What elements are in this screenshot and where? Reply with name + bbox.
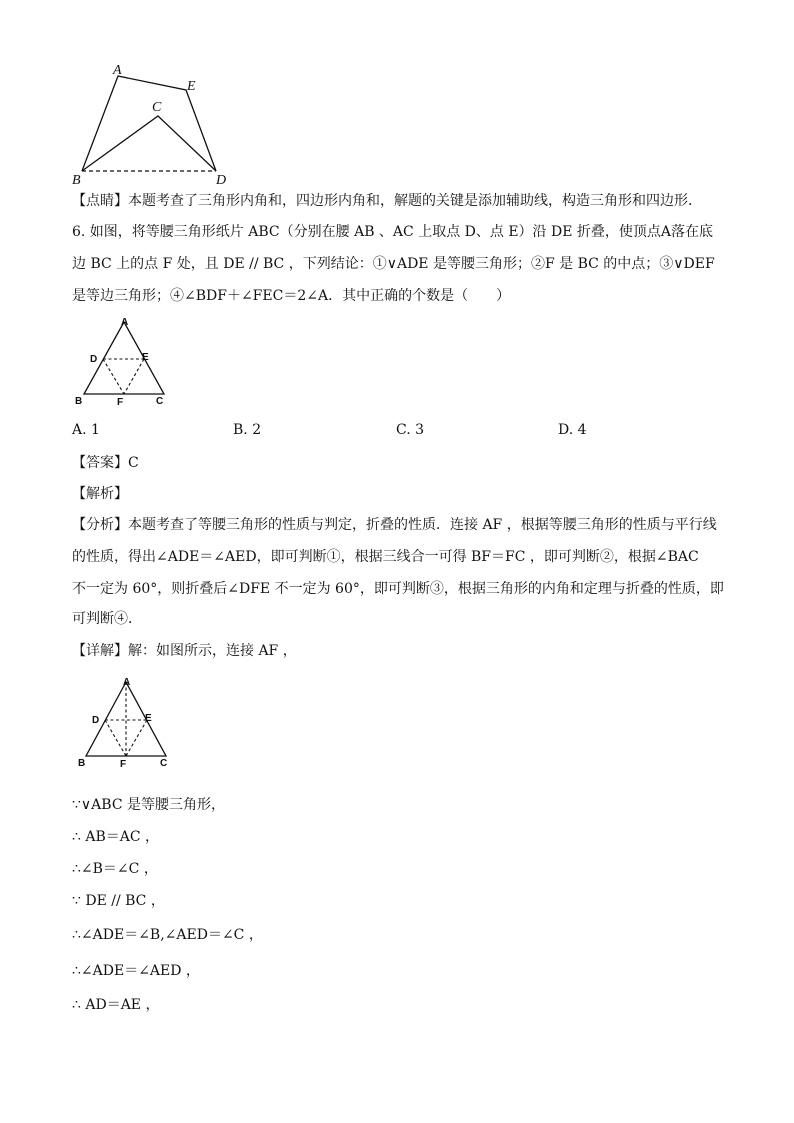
fenxi-line-4: 可判断④． (72, 611, 142, 627)
proof-line-1: ∵∨ABC 是等腰三角形， (72, 797, 225, 813)
proof-line-3: ∴∠B＝∠C ， (72, 861, 158, 877)
figure2-label-a: A (121, 317, 129, 328)
answer-line (72, 453, 139, 473)
figure2-label-e: E (142, 352, 149, 363)
figure2-label-f: F (117, 397, 124, 408)
question-line-3: 是等边三角形；④∠BDF＋∠FEC＝2∠A．其中正确的个数是（ ） (72, 288, 511, 304)
figure2-dashed-ef (124, 359, 144, 394)
answer-tag: 【答案】 (72, 455, 128, 471)
detail-tag: 【详解】 (72, 643, 128, 659)
figure3-label-b: B (78, 758, 86, 769)
figure1-inner (82, 116, 216, 171)
fenxi-line-3: 不一定为 60°，则折叠后∠DFE 不一定为 60°，即可判断③，根据三角形的内角和定理与折叠的性质，即 (72, 581, 724, 597)
fenxi-line-1 (72, 515, 717, 535)
question-line-2: 边 BC 上的点 F 处，且 DE // BC ，下列结论：①∨ADE 是等腰三角形；②F 是 BC 的中点；③∨DEF (72, 256, 715, 272)
figure1-label-e: E (187, 79, 196, 94)
option-b[interactable]: B. 2 (233, 422, 262, 438)
figure3-dashed-df (105, 720, 126, 756)
figure3-label-f: F (120, 759, 127, 770)
fenxi-line-2: 的性质，得出∠ADE＝∠AED，即可判断①，根据三线合一可得 BF＝FC ，即可判断②，根据∠BAC (72, 549, 699, 565)
answer-value: C (128, 455, 139, 471)
comment-paragraph (72, 191, 702, 211)
fenxi-text-1: 本题考查了等腰三角形的性质与判定，折叠的性质．连接 AF ，根据等腰三角形的性质与平行线 (128, 517, 717, 533)
proof-line-5: ∴∠ADE＝∠B,∠AED＝∠C ， (72, 927, 263, 943)
figure-fold-triangle (72, 314, 172, 410)
comment-text: 本题考查了三角形内角和，四边形内角和，解题的关键是添加辅助线，构造三角形和四边形． (128, 193, 702, 209)
figure2-dashed-df (103, 359, 124, 394)
figure1-label-d: D (216, 173, 227, 188)
proof-line-2: ∴ AB＝AC ， (72, 829, 160, 845)
proof-line-6: ∴∠ADE＝∠AED ， (72, 963, 200, 979)
detail-line (72, 641, 297, 661)
figure1-label-c: C (152, 100, 162, 115)
proof-line-4: ∵ DE // BC ， (72, 893, 165, 909)
figure1-label-b: B (72, 173, 81, 188)
figure3-dashed-ef (126, 720, 147, 756)
option-d[interactable]: D. 4 (558, 422, 587, 438)
figure2-label-c: C (156, 396, 164, 407)
option-c[interactable]: C. 3 (396, 422, 425, 438)
detail-text: 解：如图所示，连接 AF ， (128, 643, 297, 659)
figure1-label-a: A (113, 63, 122, 78)
option-a[interactable]: A. 1 (72, 422, 100, 438)
figure2-label-b: B (75, 396, 83, 407)
figure3-label-d: D (92, 715, 100, 726)
figure2-label-d: D (90, 354, 98, 365)
figure3-label-c: C (160, 758, 168, 769)
fenxi-tag: 【分析】 (72, 517, 128, 533)
comment-tag: 【点睛】 (72, 193, 128, 209)
figure-fold-triangle-median (72, 674, 180, 774)
proof-line-7: ∴ AD＝AE ， (72, 997, 160, 1013)
figure-quadrilateral (68, 58, 248, 190)
figure3-label-a: A (123, 677, 131, 688)
question-line-1: 6. 如图，将等腰三角形纸片 ABC（分别在腰 AB 、AC 上取点 D、点 E）沿 DE 折叠，使顶点A落在底 (72, 224, 713, 240)
analysis-tag: 【解析】 (72, 486, 128, 502)
figure3-label-e: E (145, 713, 152, 724)
